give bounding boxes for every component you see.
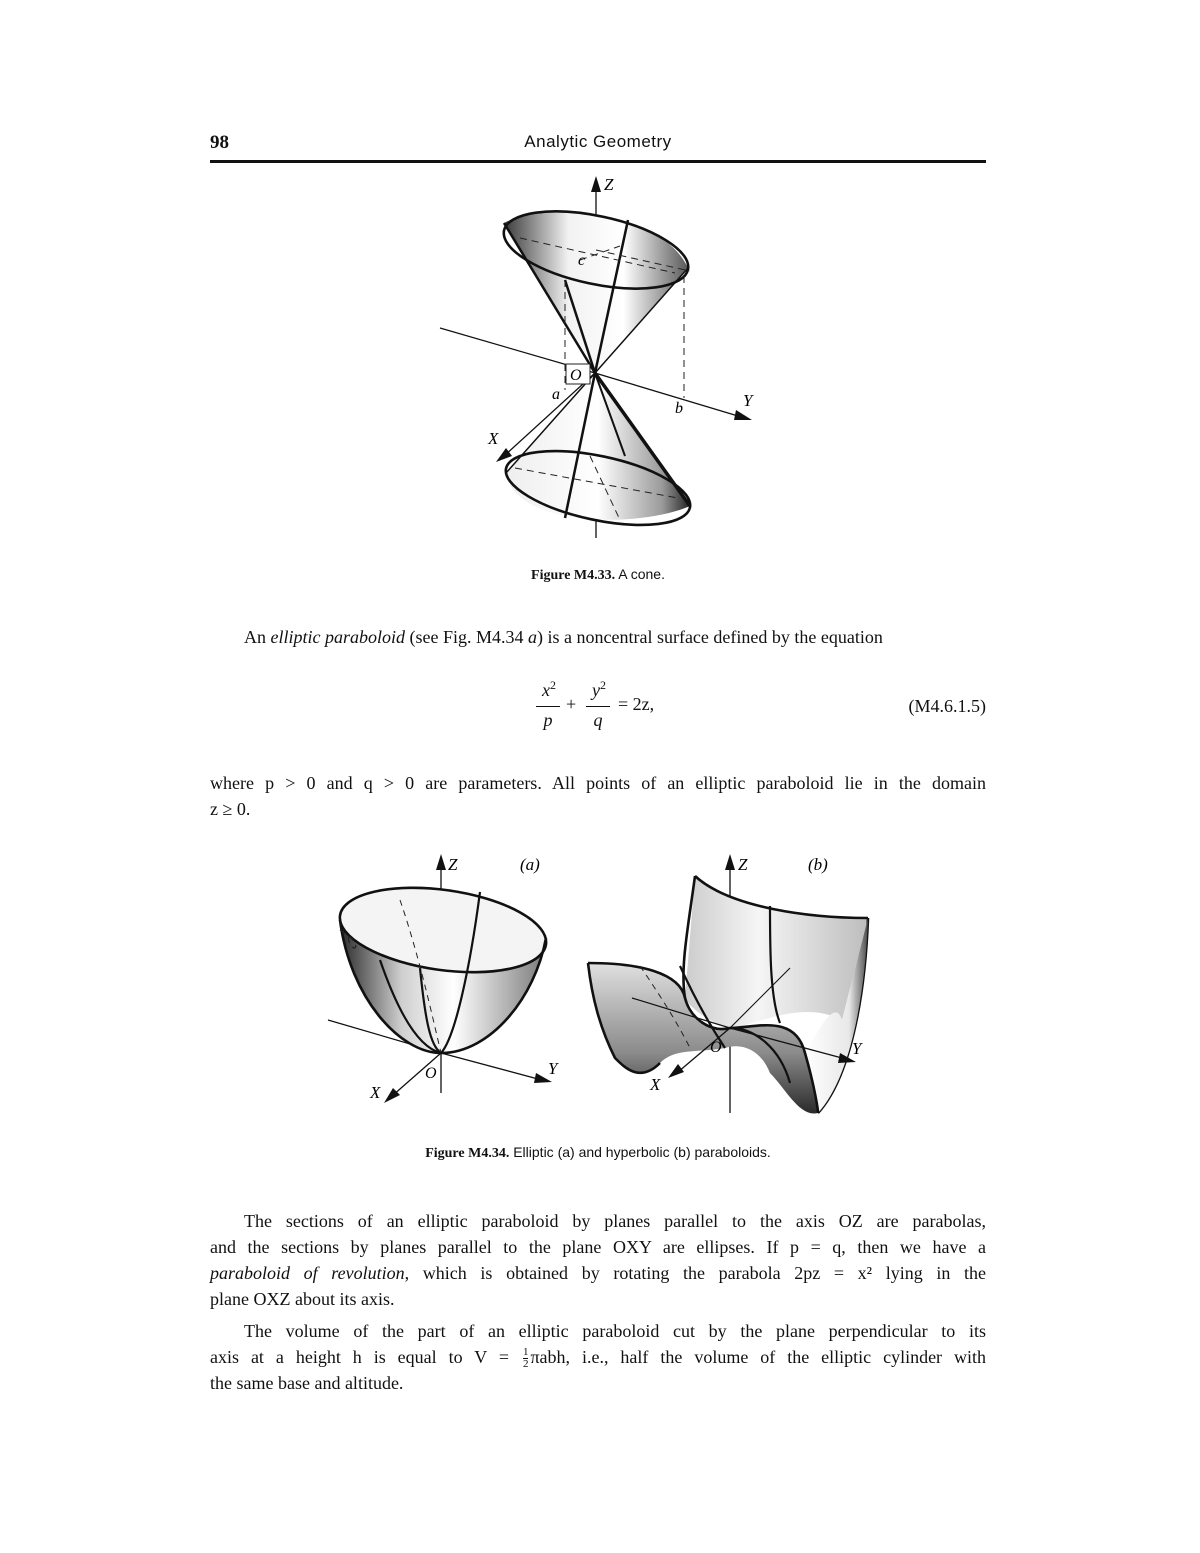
semi-axis-b-label: b — [675, 400, 683, 417]
volume-paragraph — [210, 1318, 986, 1396]
x-axis-label: X — [370, 1083, 381, 1102]
caption-label: Figure M4.33. — [531, 568, 616, 583]
y-axis-arrow-icon — [734, 410, 752, 420]
y-axis-label: Y — [852, 1039, 862, 1058]
panel-a-label: (a) — [520, 855, 540, 874]
term-paraboloid-of-revolution: paraboloid of revolution — [210, 1263, 405, 1283]
y-axis-label: Y — [743, 391, 753, 410]
sections-line-2: and the sections by planes parallel to the plane OXY are ellipses. If p = q, then we have a — [210, 1237, 986, 1257]
page-number: 98 — [210, 132, 229, 153]
z-axis-arrow-icon — [436, 854, 446, 870]
running-head — [210, 132, 986, 163]
intro-paragraph: An elliptic paraboloid (see Fig. M4.34 a) is a noncentral surface defined by the equation — [244, 627, 883, 647]
where-line-1: where p > 0 and q > 0 are parameters. All points of an elliptic paraboloid lie in the domain — [210, 773, 986, 793]
book-title: Analytic Geometry — [524, 132, 672, 151]
equation-elliptic-paraboloid: $x^2$ p + $y^2$ q = 2z, — [528, 678, 688, 742]
volume-line-1: The volume of the part of an elliptic paraboloid cut by the plane perpendicular to its — [244, 1321, 986, 1341]
y-axis — [441, 1053, 538, 1079]
z-axis-label: Z — [738, 855, 748, 874]
figure-cone-caption — [210, 566, 986, 584]
sections-line-1: The sections of an elliptic paraboloid by planes parallel to the axis OZ are parabolas, — [244, 1211, 986, 1231]
fraction-one-half: $\frac{1}{2}$ — [522, 1346, 529, 1371]
y-axis-label: Y — [548, 1059, 558, 1078]
sections-line-4: plane OXZ about its axis. — [210, 1289, 395, 1309]
where-line-2: z ≥ 0. — [210, 799, 251, 819]
lower-nappe — [506, 373, 690, 520]
semi-axis-c-label: c — [578, 252, 586, 269]
z-axis-arrow-icon — [725, 854, 735, 870]
z-axis-label: Z — [448, 855, 458, 874]
volume-line-3: the same base and altitude. — [210, 1373, 404, 1394]
origin-label: O — [425, 1065, 437, 1082]
term-elliptic-paraboloid: elliptic paraboloid — [270, 627, 405, 647]
caption-text: A cone. — [618, 566, 665, 582]
x-axis-label: X — [650, 1075, 661, 1094]
sections-paragraph — [210, 1208, 986, 1312]
x-axis-arrow-icon — [668, 1064, 684, 1078]
figure-paraboloids-caption — [210, 1144, 986, 1162]
caption-text: Elliptic (a) and hyperbolic (b) paraboloids. — [513, 1144, 771, 1160]
volume-line-2: axis at a height h is equal to V = $\frac{1}{2}$ πabh, i.e., half the volume of the elliptic cylinder with — [210, 1346, 987, 1371]
sections-line-3: paraboloid of revolution, which is obtained by rotating the parabola 2pz = x² lying in the — [210, 1263, 986, 1283]
panel-b-label: (b) — [808, 855, 828, 874]
figure-elliptic-paraboloid — [320, 848, 580, 1108]
z-axis-label: Z — [604, 175, 614, 194]
semi-axis-a-label: a — [552, 386, 560, 403]
equation-number: (M4.6.1.5) — [908, 696, 986, 716]
z-axis-arrow-icon — [591, 176, 601, 192]
caption-label: Figure M4.34. — [425, 1146, 510, 1161]
origin-label: O — [710, 1039, 722, 1056]
origin-label: O — [570, 367, 582, 384]
figure-hyperbolic-paraboloid — [580, 848, 880, 1123]
x-axis-label: X — [488, 429, 499, 448]
figure-cone — [420, 168, 780, 558]
